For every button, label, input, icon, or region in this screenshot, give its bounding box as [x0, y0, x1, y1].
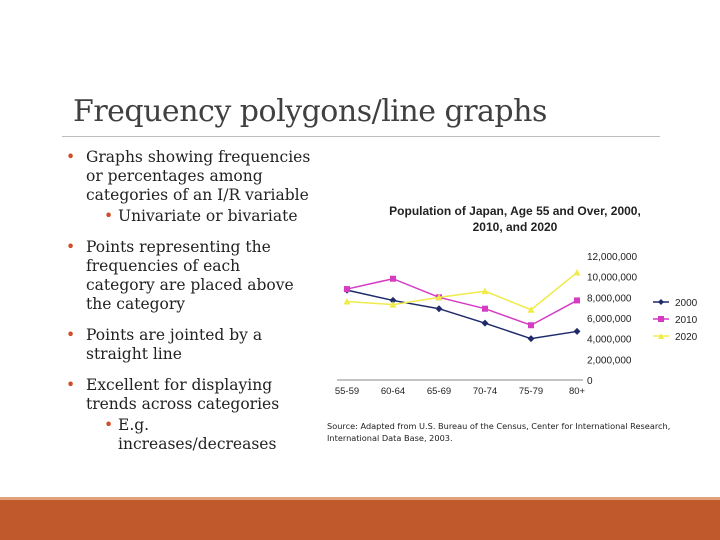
y-tick-label: 0 — [587, 376, 593, 387]
data-point-2010 — [574, 297, 580, 303]
data-point-2020 — [574, 269, 581, 276]
chart-title-line: 2010, and 2020 — [472, 220, 558, 234]
slide-title: Frequency polygons/line graphs — [73, 94, 547, 129]
y-tick-label: 10,000,000 — [587, 272, 638, 284]
bullet-dot-icon: • — [66, 326, 76, 344]
x-tick-label: 80+ — [568, 386, 586, 397]
bullet-dot-icon: • — [66, 238, 76, 256]
legend-marker — [658, 316, 664, 322]
sub-bullet-item — [86, 207, 312, 226]
y-tick-label: 2,000,000 — [587, 355, 632, 367]
series-line-2000 — [347, 290, 577, 339]
bullet-dot-icon: • — [104, 416, 114, 434]
x-tick-label: 70-74 — [472, 386, 498, 397]
bullet-dot-icon: • — [104, 207, 114, 225]
x-tick-label: 60-64 — [380, 386, 406, 397]
x-tick-label: 65-69 — [426, 386, 452, 397]
population-chart — [325, 193, 718, 415]
bullet-text: Points representing the frequencies of each category are placed above the category — [86, 238, 294, 313]
x-tick-label: 75-79 — [518, 386, 544, 397]
y-tick-label: 8,000,000 — [587, 293, 632, 305]
data-point-2000 — [482, 320, 489, 327]
legend-label: 2010 — [675, 315, 698, 326]
bullet-item — [62, 238, 312, 314]
sub-bullet-text: Univariate or bivariate — [118, 207, 298, 225]
sub-bullet-text: E.g. increases/decreases — [118, 416, 277, 453]
data-point-2010 — [344, 286, 350, 292]
footer-band — [0, 500, 720, 540]
bullet-dot-icon: • — [66, 376, 76, 394]
chart-svg — [325, 193, 718, 415]
legend-label: 2020 — [675, 332, 698, 343]
x-tick-label: 55-59 — [334, 386, 360, 397]
data-point-2010 — [482, 306, 488, 312]
legend-label: 2000 — [675, 298, 698, 309]
chart-title-line: Population of Japan, Age 55 and Over, 2000, — [389, 204, 641, 218]
legend-marker — [658, 299, 664, 305]
data-point-2000 — [574, 328, 581, 335]
bullet-item — [62, 376, 312, 454]
bullet-text: Excellent for displaying trends across categories — [86, 376, 280, 413]
y-tick-label: 12,000,000 — [587, 252, 638, 263]
sub-bullet-item — [86, 416, 312, 454]
data-point-2000 — [436, 305, 443, 312]
series-line-2020 — [347, 273, 577, 310]
title-divider — [62, 136, 660, 137]
bullet-text: Graphs showing frequencies or percentages among categories of an I/R variable — [86, 148, 311, 204]
bullet-list — [62, 148, 312, 462]
series-line-2010 — [347, 279, 577, 326]
y-tick-label: 6,000,000 — [587, 314, 632, 325]
bullet-item — [62, 326, 312, 364]
data-point-2000 — [528, 335, 535, 342]
data-point-2010 — [528, 322, 534, 328]
source-note: Source: Adapted from U.S. Bureau of the Census, Center for International Research, International Data Base, 2003. — [327, 421, 671, 443]
bullet-item — [62, 148, 312, 226]
bullet-text: Points are jointed by a straight line — [86, 326, 263, 363]
data-point-2010 — [390, 276, 396, 282]
bullet-dot-icon: • — [66, 148, 76, 166]
y-tick-label: 4,000,000 — [587, 334, 632, 346]
